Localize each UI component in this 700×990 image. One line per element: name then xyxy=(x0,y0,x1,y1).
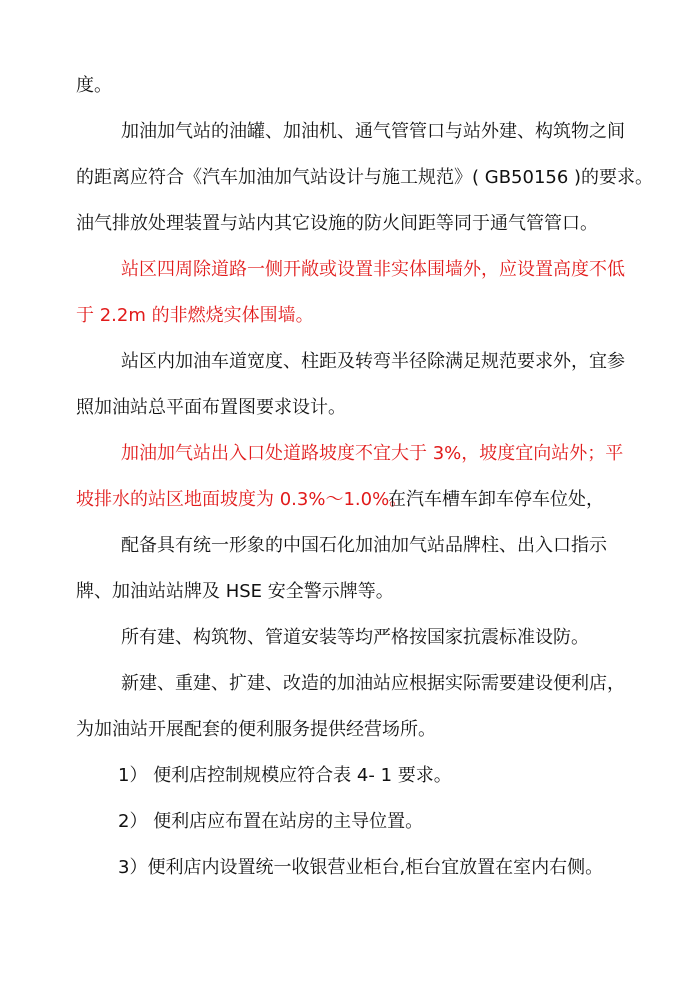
text: 2） 便利店应布置在站房的主导位置。 xyxy=(118,811,424,832)
text: 加油加气站出入口处道路坡度不宜大于 3%，坡度宜向站外；平 xyxy=(121,443,624,464)
text: 站区四周除道路一侧开敞或设置非实体围墙外，应设置高度不低 xyxy=(121,259,625,280)
text: 照加油站总平面布置图要求设计。 xyxy=(76,397,346,418)
text: 新建、重建、扩建、改造的加油站应根据实际需要建设便利店， xyxy=(121,673,625,694)
text: 为加油站开展配套的便利服务提供经营场所。 xyxy=(76,719,436,740)
text: 加油加气站的油罐、加油机、通气管管口与站外建、构筑物之间 xyxy=(121,121,625,142)
text-red: 坡排水的站区地面坡度为 0.3%～1.0%。 xyxy=(76,489,408,510)
text: 牌、加油站站牌及 HSE 安全警示牌等。 xyxy=(76,581,394,602)
text: 油气排放处理装置与站内其它设施的防火间距等同于通气管管口。 xyxy=(76,213,598,234)
text: 1） 便利店控制规模应符合表 4- 1 要求。 xyxy=(118,765,452,786)
text: 站区内加油车道宽度、柱距及转弯半径除满足规范要求外，宜参 xyxy=(121,351,625,372)
text: 的距离应符合《汽车加油加气站设计与施工规范》( GB50156 )的要求。 xyxy=(76,167,654,188)
text: 所有建、构筑物、管道安装等均严格按国家抗震标准设防。 xyxy=(121,627,589,648)
text: 在汽车槽车卸车停车位处， xyxy=(388,489,604,510)
text: 配备具有统一形象的中国石化加油加气站品牌柱、出入口指示 xyxy=(121,535,607,556)
text: 3）便利店内设置统一收银营业柜台,柜台宜放置在室内右侧。 xyxy=(118,857,604,878)
text: 度。 xyxy=(76,75,112,96)
text: 于 2.2m 的非燃烧实体围墙。 xyxy=(76,305,314,326)
